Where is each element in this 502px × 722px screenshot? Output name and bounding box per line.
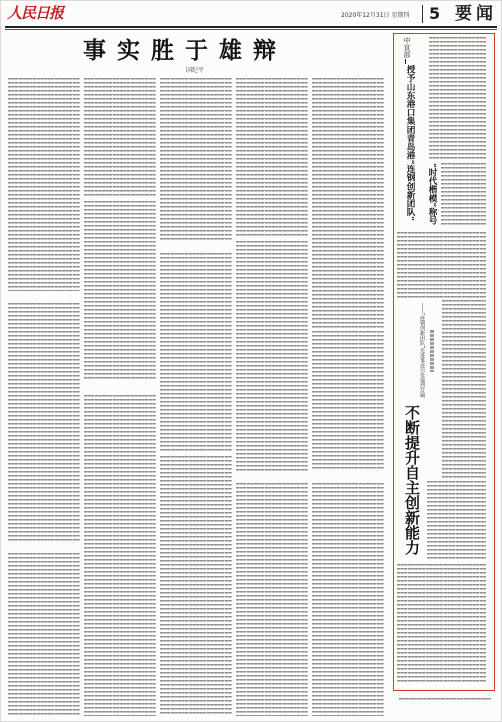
body-text-block: [312, 483, 384, 716]
feature-body-text-block: [397, 232, 486, 298]
masthead-logo: 人民日报: [7, 4, 64, 22]
body-text-block: [236, 483, 308, 716]
feature-headline-line-1: 授予山东港口集团青岛港“连钢创新团队”: [405, 65, 415, 222]
section-break: [8, 291, 80, 303]
body-text-block: [8, 553, 80, 716]
body-text-block: [312, 78, 384, 328]
article-body-column-5: [312, 78, 384, 716]
article-body-column-3: [160, 78, 232, 716]
article-body-column-2: [84, 78, 156, 716]
section-break: [312, 471, 384, 483]
second-article-headline: 不断提升自主创新能力: [403, 405, 421, 555]
feature-box: [393, 33, 495, 691]
body-text-block: [8, 78, 80, 291]
body-text-block: [84, 395, 156, 716]
body-text-block: [160, 456, 232, 716]
masthead-divider: [422, 5, 423, 23]
feature-body-text-block: [429, 37, 486, 159]
page-editor-credit-text: [399, 698, 491, 701]
masthead-rule-thick: [5, 26, 497, 28]
main-byline: 国纪平: [186, 67, 205, 74]
feature-body-text-block: [442, 300, 486, 478]
section-name: 要闻: [455, 4, 497, 24]
feature-body-text-block: [441, 163, 486, 227]
feature-body-text-block: [397, 564, 486, 682]
body-text-block: [84, 78, 156, 198]
section-break: [236, 471, 308, 483]
masthead-rule-thin: [5, 29, 497, 30]
body-text-block: [236, 241, 308, 471]
body-text-block: [160, 78, 232, 241]
kicker-dash: [405, 59, 406, 64]
article-body-column-1: [8, 78, 80, 716]
main-headline: 事实胜于雄辩: [83, 37, 287, 64]
page-number: 5: [429, 4, 441, 23]
article-body-column-4: [236, 78, 308, 716]
body-text-block: [236, 78, 308, 238]
feature-kicker: 中宣部: [403, 37, 411, 58]
body-text-block: [312, 331, 384, 471]
feature-body-text-block: [427, 481, 486, 559]
section-break: [84, 381, 156, 395]
body-text-block: [8, 303, 80, 541]
feature-headline-line-2: “时代楷模”称号: [427, 163, 437, 225]
body-text-block: [160, 253, 232, 453]
issue-date: 2020年12月31日 星期四: [341, 12, 410, 19]
second-article-byline-text: [430, 330, 434, 372]
section-break: [160, 241, 232, 253]
section-break: [8, 541, 80, 553]
second-article-subtitle: ——“连钢创新团队”先进事迹引发强烈反响: [419, 303, 425, 399]
body-text-block: [84, 201, 156, 381]
